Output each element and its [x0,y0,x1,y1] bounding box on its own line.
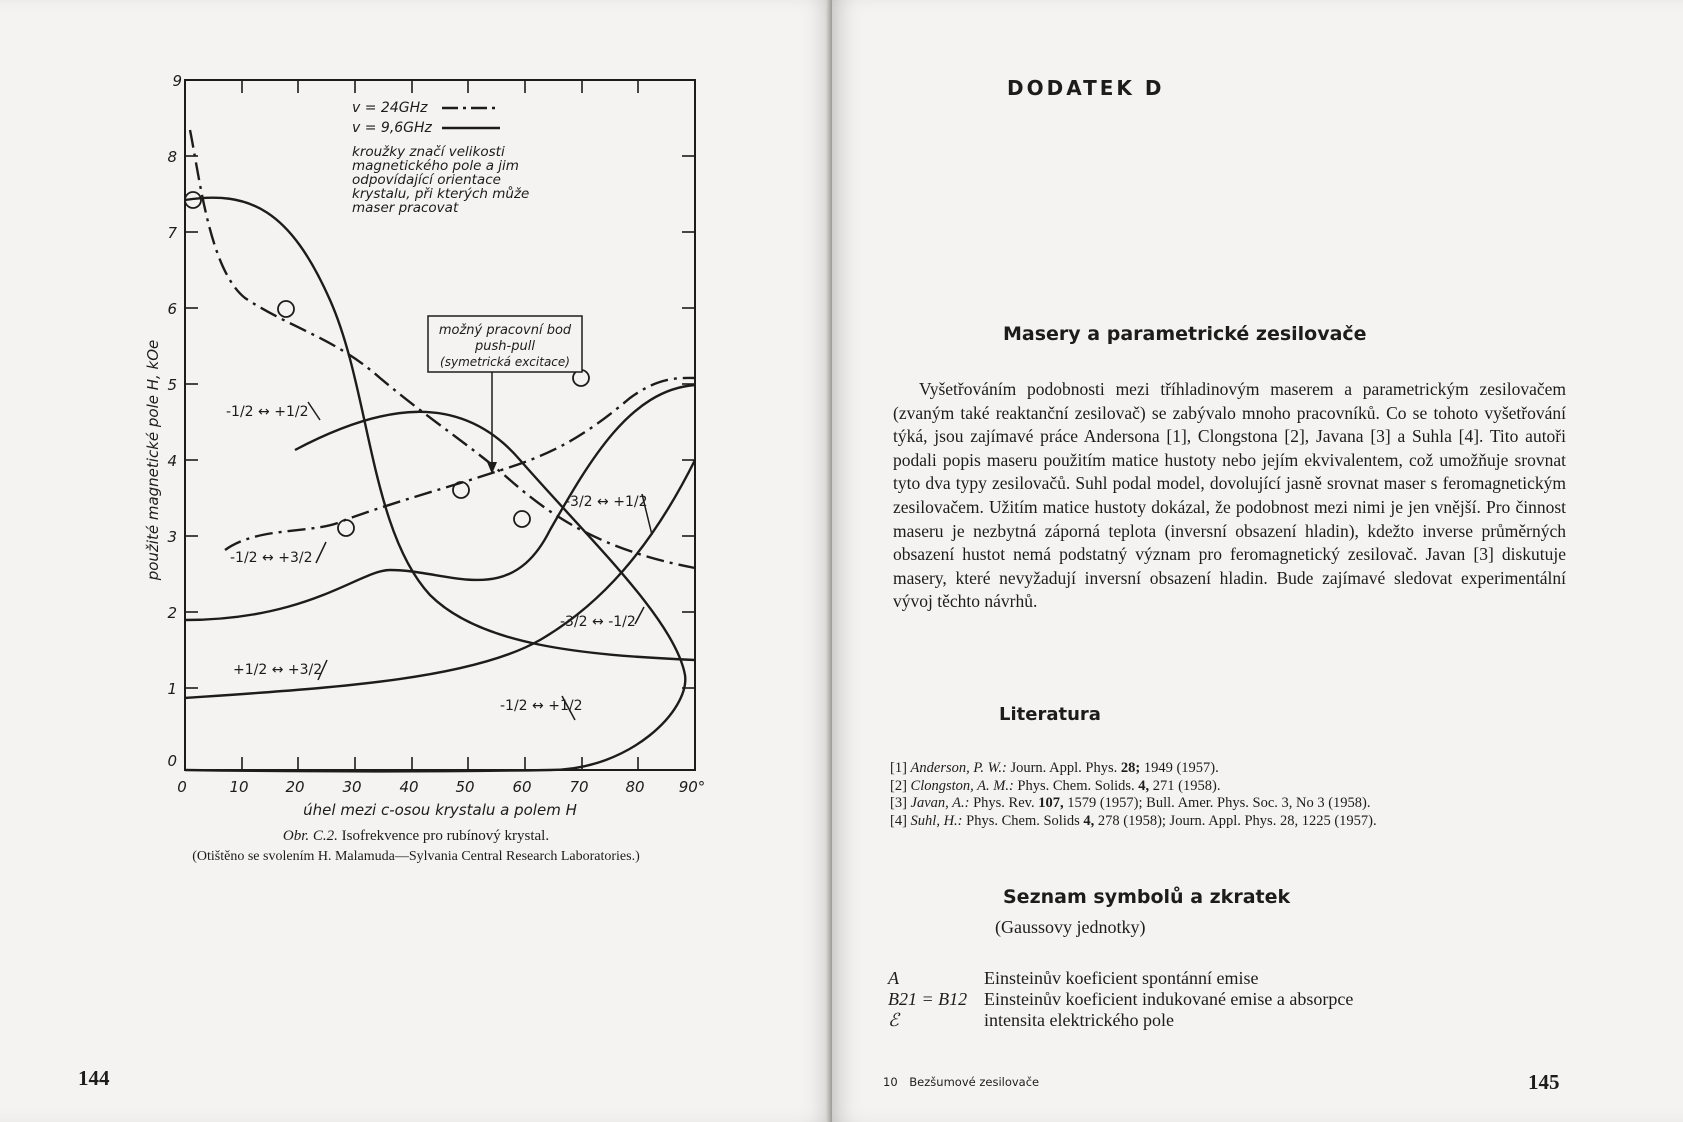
curve-96ghz-c [185,412,685,772]
section-title: Masery a parametrické zesilovače [1003,323,1367,345]
svg-text:(symetrická excitace): (symetrická excitace) [440,355,570,369]
figure-caption [0,828,832,845]
svg-text:kroužky značí velikosti: kroužky značí velikosti [352,144,505,160]
symbols-subheading: (Gaussovy jednotky) [995,917,1146,937]
symbols-heading: Seznam symbolů a zkratek [1003,886,1291,908]
transition-label-5: -3/2 ↔ -1/2 [560,614,636,630]
page-number-right: 145 [1528,1070,1560,1094]
y-tick-3: 3 [167,528,177,546]
x-axis-label: úhel mezi c-osou krystalu a polem H [303,801,577,819]
transition-label-6: -1/2 ↔ +1/2 [500,698,583,714]
signature-title: Bezšumové zesilovače [909,1075,1040,1089]
isofrequency-figure [130,60,710,820]
svg-text:možný pracovní bod: možný pracovní bod [438,323,572,338]
y-axis-label: použité magnetické pole H, kOe [144,339,162,581]
chapter-heading: DODATEK D [1007,76,1165,100]
body-paragraph: Vyšetřováním podobnosti mezi tříhladinovým maserem a parametrickým zesilovačem (zvaným také reaktanční zesilovač) se zabývalo mnoho pracovníků. Co se tohoto vyšetřování týká, jsou zajímavé práce Andersona [1], Clongstona [2], Javana [3] a Suhla [4]. Tito autoři podali popis maseru použitím matice hustoty nebo jejím ekvivalentem, což umožňuje srovnat tyto dva typy zesilovačů. Suhl podal model, dovolující jasně srovnat maser s feromagnetickým zesilovačem. Užitím matice hustoty dokázal, že podobnost mezi nimi je jen vnější. Pro činnost maseru je nezbytná záporná teplota (inversní obsazení hladin), kdežto inverse průměrných obsazení hustot nemá podstatný význam pro feromagnetický zesilovač. Javan [3] diskutuje masery, které nevyžadují inversní obsazení hladin. Bude zajímavé sledovat experimentální vývoj těchto návrhů. [893,379,1566,612]
symbol-row [888,989,1588,1010]
svg-text:krystalu, při kterých může: krystalu, při kterých může [352,186,530,202]
y-tick-7: 7 [167,224,177,242]
x-tick-60: 60 [512,778,532,796]
reference-item: [4] Suhl, H.: Phys. Chem. Solids 4, 278 (1958); Journ. Appl. Phys. 28, 1225 (1957). [890,812,1377,829]
symbol-description: Einsteinův koeficient indukované emise a absorpce [984,989,1354,1009]
svg-text:odpovídající orientace: odpovídající orientace [352,172,501,188]
reference-item: [1] Anderson, P. W.: Journ. Appl. Phys. 28; 1949 (1957). [890,760,1219,776]
figure-credit: (Otištěno se svolením H. Malamuda—Sylvania Central Research Laboratories.) [192,849,640,864]
transition-label-3: +1/2 ↔ +3/2 [233,662,323,678]
push-pull-box [428,316,582,474]
symbol-row [888,1010,1588,1031]
symbol: A [888,968,899,988]
legend [352,100,500,136]
reference-item: [2] Clongston, A. M.: Phys. Chem. Solids. 4, 271 (1958). [890,777,1221,794]
signature-number: 10 [883,1075,898,1089]
working-point-5 [514,511,530,527]
x-tick-20: 20 [285,778,305,796]
y-tick-8: 8 [167,148,177,166]
y-tick-4: 4 [167,452,177,470]
legend-24ghz-label: v = 24GHz [352,100,428,116]
symbol: B21 = B12 [888,989,968,1009]
x-tick-90: 90° [678,778,706,796]
figure-note [352,144,529,216]
x-tick-50: 50 [455,778,475,796]
symbols-list [888,968,1588,1031]
symbol-description: Einsteinův koeficient spontánní emise [984,968,1259,988]
working-point-2 [278,301,294,317]
symbol-description: intensita elektrického pole [984,1010,1174,1030]
y-tick-labels [167,72,182,770]
reference-item: [3] Javan, A.: Phys. Rev. 107, 1579 (1957); Bull. Amer. Phys. Soc. 3, No 3 (1958). [890,795,1371,811]
literature-heading: Literatura [999,704,1101,725]
signature-footer [883,1075,1047,1089]
x-tick-40: 40 [399,778,419,796]
curves-96ghz [185,198,695,772]
svg-text:push-pull: push-pull [475,339,535,354]
transition-label-1: -1/2 ↔ +1/2 [226,404,309,420]
caption-prefix: Obr. C.2. [282,828,338,844]
x-tick-70: 70 [569,778,589,796]
y-tick-9: 9 [172,72,182,90]
y-tick-2: 2 [167,604,177,622]
x-tick-30: 30 [342,778,362,796]
y-tick-0: 0 [167,752,177,770]
y-tick-1: 1 [167,680,177,698]
transition-label-2: -1/2 ↔ +3/2 [230,550,313,566]
page-number-left: 144 [78,1066,110,1090]
legend-96ghz-label: v = 9,6GHz [352,120,432,136]
working-point-4 [453,482,469,498]
x-tick-80: 80 [625,778,645,796]
svg-text:maser pracovat: maser pracovat [352,200,459,216]
y-tick-5: 5 [167,376,177,394]
x-tick-0: 0 [177,778,187,796]
transition-label-4: -3/2 ↔ +1/2 [565,494,648,510]
left-page [0,0,832,1122]
reference-list [890,760,1570,830]
svg-text:magnetického pole a jim: magnetického pole a jim [352,158,519,174]
x-tick-labels [177,778,705,796]
symbol: ℰ [888,1010,899,1030]
symbol-row [888,968,1588,989]
caption-text: Isofrekvence pro rubínový krystal. [341,828,550,844]
working-point-3 [338,520,354,536]
x-tick-10: 10 [229,778,249,796]
y-tick-6: 6 [167,300,177,318]
